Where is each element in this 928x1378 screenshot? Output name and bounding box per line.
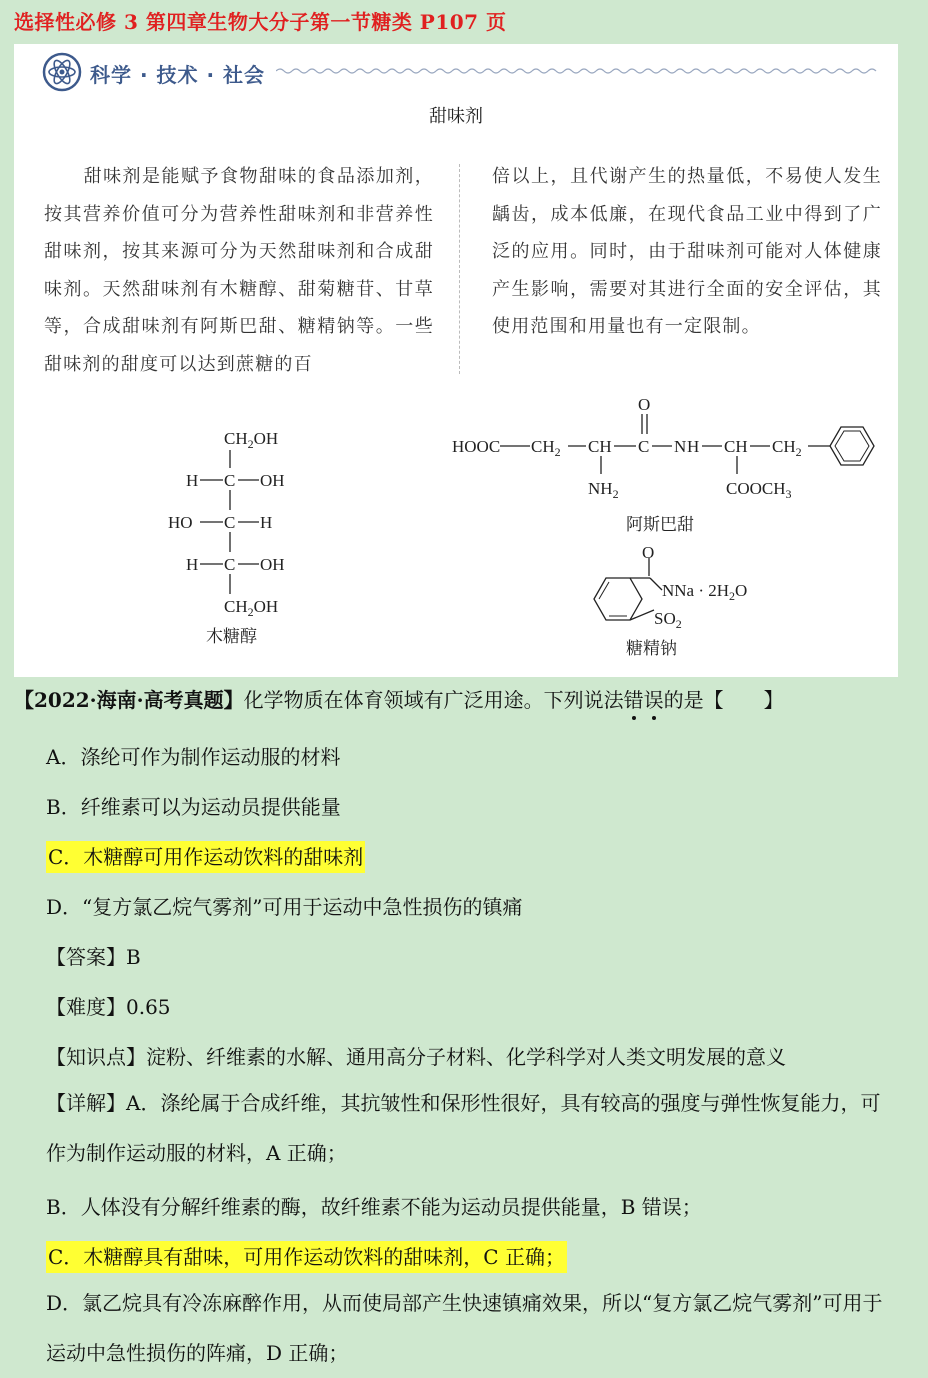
svg-text:CH2OH: $CH_2OH$: [224, 429, 279, 451]
section-label: 科学 · 技术 · 社会: [90, 63, 266, 87]
answer-line: 【答案】B: [46, 945, 141, 969]
svg-text:CH2OH: $CH_2OH$: [224, 597, 279, 619]
svg-text:COOCH3: $COOCH_3$: [726, 479, 792, 501]
question-stem: [14, 684, 914, 713]
detail-c: [46, 1241, 567, 1270]
saccharin-structure: [594, 543, 747, 658]
xylitol-caption: 木糖醇: [206, 627, 257, 646]
right-column-text: 倍以上，且代谢产生的热量低，不易使人发生龋齿，成本低廉，在现代食品工业中得到了广泛的应用。同时，由于甜味剂可能对人体健康产生影响，需要对其进行全面的安全评估，其使用范围和用量也有一定限制。: [492, 166, 882, 337]
option-c-highlight: C．木糖醇可用作运动饮料的甜味剂: [46, 841, 365, 873]
svg-text:C: C: [224, 513, 236, 532]
svg-text:C: C: [638, 437, 650, 456]
option-b: B．纤维素可以为运动员提供能量: [46, 795, 341, 819]
detail-d: D．氯乙烷具有冷冻麻醉作用，从而使局部产生快速镇痛效果，所以“复方氯乙烷气雾剂”可用于运动中急性损伤的阵痛，D 正确；: [46, 1291, 883, 1365]
svg-text:HO: HO: [168, 513, 193, 532]
structure-drawings: [14, 44, 898, 677]
difficulty-line: 【难度】0.65: [46, 995, 171, 1019]
svg-text:CH: CH: [724, 437, 748, 456]
svg-text:O: O: [642, 543, 655, 562]
svg-text:NNa · 2H2O: NNa · $2H_2O$: [662, 581, 748, 603]
detail-b: B．人体没有分解纤维素的酶，故纤维素不能为运动员提供能量，B 错误；: [46, 1195, 702, 1219]
svg-text:OH: OH: [260, 555, 285, 574]
knowledge-line: 【知识点】淀粉、纤维素的水解、通用高分子材料、化学科学对人类文明发展的意义: [46, 1045, 786, 1069]
emphasis-text-2: 误: [643, 688, 664, 712]
svg-text:C: C: [224, 555, 236, 574]
emphasis-dot: [652, 716, 656, 720]
svg-text:NH2: $NH_2$: [588, 479, 619, 501]
emphasis-char-1: [624, 688, 644, 712]
emphasis-dot: [632, 716, 636, 720]
option-d: D．“复方氯乙烷气雾剂”可用于运动中急性损伤的镇痛: [46, 895, 523, 919]
question-suffix: 的是【 】: [663, 688, 784, 712]
detail-a: 【详解】A．涤纶属于合成纤维，其抗皱性和保形性很好，具有较高的强度与弹性恢复能力，可作为制作运动服的材料，A 正确；: [46, 1091, 881, 1165]
xylitol-structure: [168, 429, 285, 646]
svg-text:CH: CH: [588, 437, 612, 456]
question-text: 化学物质在体育领域有广泛用途。下列说法: [243, 688, 624, 712]
option-a: A．涤纶可作为制作运动服的材料: [46, 745, 341, 769]
svg-text:C: C: [224, 471, 236, 490]
option-c: [46, 841, 365, 870]
aspartame-structure: [452, 395, 874, 534]
emphasis-char-2: [644, 688, 664, 712]
svg-text:H: H: [260, 513, 273, 532]
svg-text:SO2: $SO_2$: [654, 609, 682, 631]
textbook-excerpt: [14, 44, 898, 677]
svg-text:CH2: $CH_2$: [772, 437, 802, 459]
svg-text:OH: OH: [260, 471, 285, 490]
svg-text:H: H: [186, 555, 199, 574]
svg-text:CH2: $CH_2$: [531, 437, 561, 459]
svg-text:H: H: [186, 471, 199, 490]
detail-c-highlight: C．木糖醇具有甜味，可用作运动饮料的甜味剂，C 正确；: [46, 1241, 567, 1273]
article-title: 甜味剂: [429, 106, 483, 127]
svg-text:O: O: [638, 395, 651, 414]
page-header: 选择性必修 3 第四章生物大分子第一节糖类 P107 页: [14, 10, 507, 34]
question-tag: 【2022·海南·高考真题】: [14, 688, 244, 712]
saccharin-caption: 糖精钠: [626, 639, 677, 658]
aspartame-caption: 阿斯巴甜: [626, 515, 694, 534]
svg-text:HOOC: HOOC: [452, 437, 501, 456]
left-column-text: 甜味剂是能赋予食物甜味的食品添加剂，按其营养价值可分为营养性甜味剂和非营养性甜味剂，按其来源可分为天然甜味剂和合成甜味剂。天然甜味剂有木糖醇、甜菊糖苷、甘草等，合成甜味剂有阿斯巴甜、糖精钠等。一些甜味剂的甜度可以达到蔗糖的百: [44, 166, 434, 375]
svg-text:N: N: [674, 437, 687, 456]
emphasis-text-1: 错: [623, 688, 644, 712]
svg-text:H: H: [687, 437, 700, 456]
